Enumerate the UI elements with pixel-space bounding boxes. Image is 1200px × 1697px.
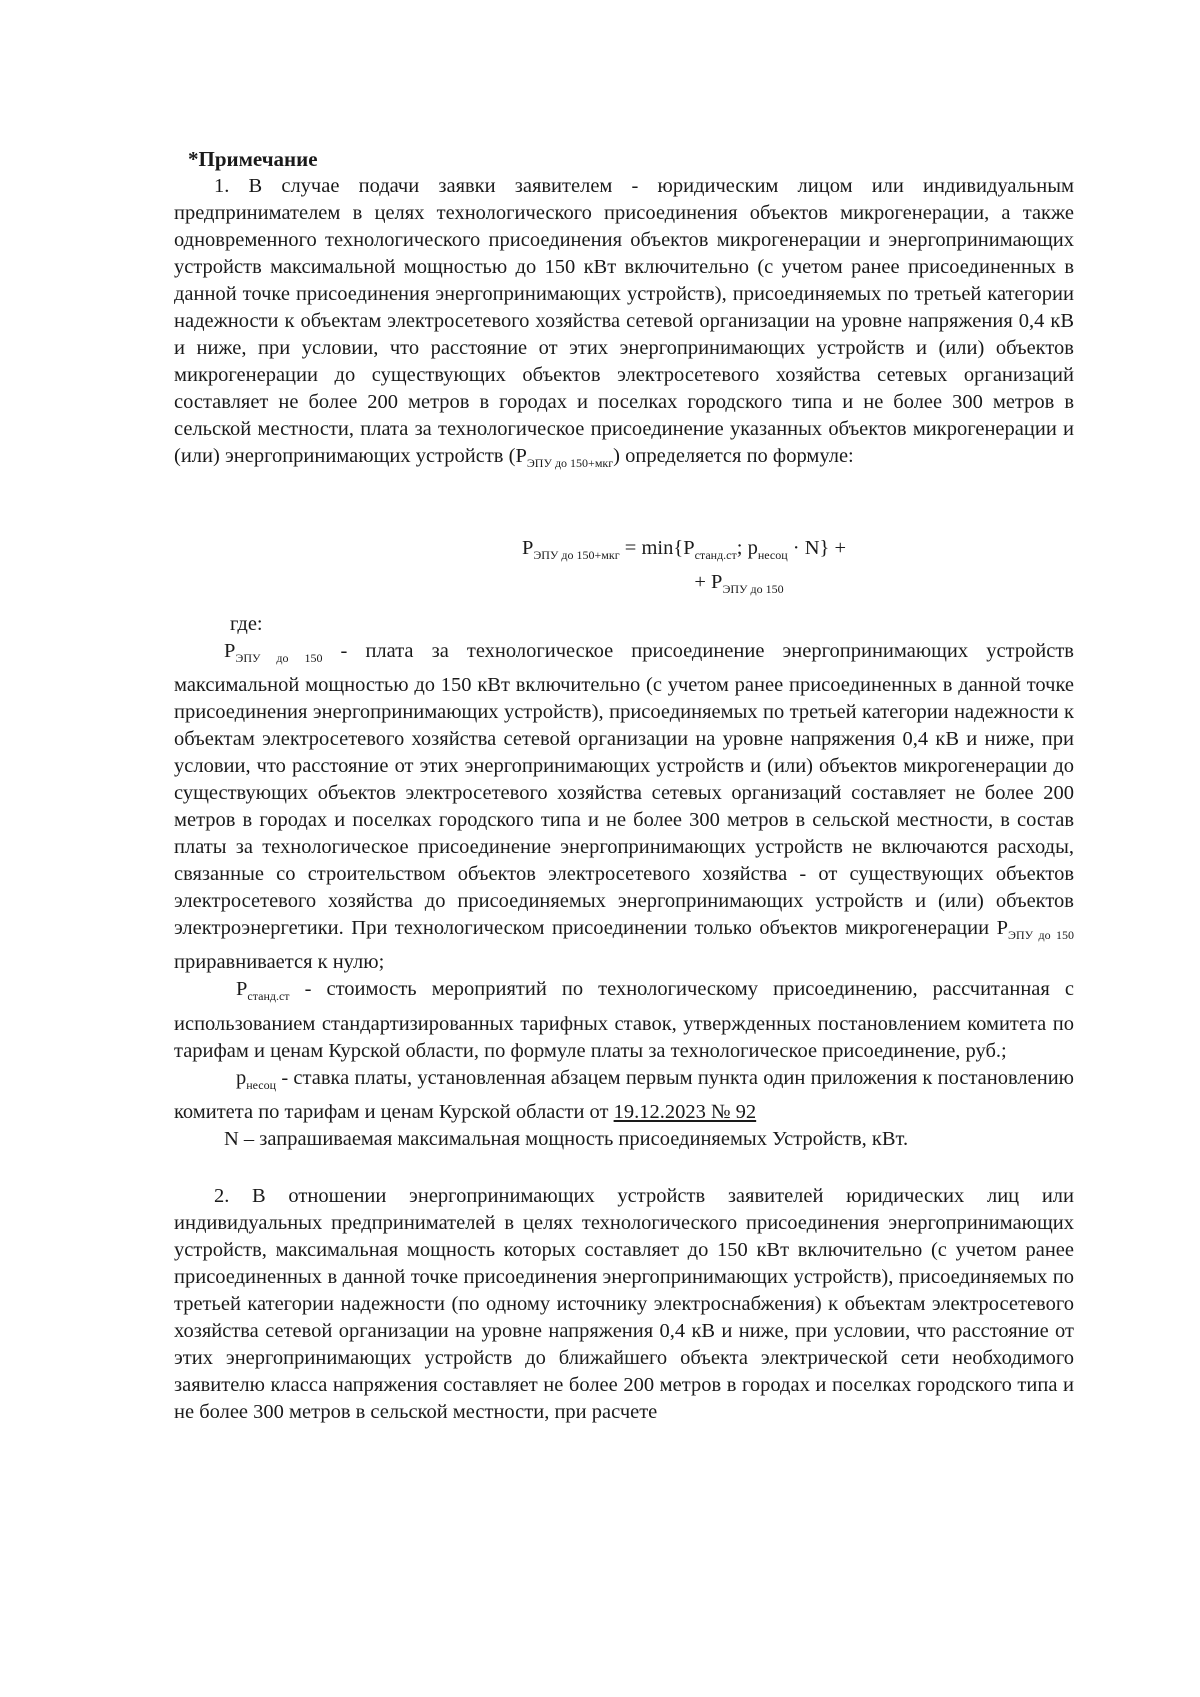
p1-symbol-subscript: ЭПУ до 150+мкг [526, 456, 614, 471]
formula-p-subscript: станд.ст [694, 548, 737, 563]
where-label: где: [230, 613, 263, 636]
def1-subscript: ЭПУ до 150 [235, 651, 323, 666]
formula-r-subscript: несоц [757, 548, 788, 563]
formula-lhs-symbol: Р [521, 537, 534, 560]
formula-line-2 [294, 569, 1074, 603]
formula-line2-subscript: ЭПУ до 150 [722, 582, 784, 597]
def3-symbol: р [236, 1066, 247, 1089]
def3-text: - ставка платы, установленная абзацем первым пункта один приложения к постановлению комитета по тарифам и ценам Курской области от [174, 1066, 1074, 1123]
paragraph-1-tail: ) определяется по формуле: [613, 445, 854, 467]
p1-symbol: Р [515, 445, 527, 467]
def2-symbol: Р [236, 978, 248, 1001]
formula-p-symbol: Р [683, 537, 695, 560]
def1-tail: приравнивается к нулю; [174, 951, 385, 974]
formula-separator: ; р [736, 537, 758, 560]
definition-standard-cost [174, 976, 1074, 1064]
paragraph-1-text: 1. В случае подачи заявки заявителем - юридическим лицом или индивидуальным предпринимателем в целях технологического присоединения объектов микрогенерации, а также одновременного технологического присоединения объектов микрогенерации и энергопринимающих устройств максимальной мощностью до 150 кВт включительно (с учетом ранее присоединенных в данной точке присоединения энергопринимающих устройств), присоединяемых по третьей категории надежности к объектам электросетевого хозяйства сетевой организации на уровне напряжения 0,4 кВ и ниже, при условии, что расстояние от этих энергопринимающих устройств и (или) объектов микрогенерации до существующих объектов электросетевого хозяйства сетевых организаций составляет не более 200 метров в городах и поселках городского типа и не более 300 метров в сельской местности, плата за технологическое присоединение указанных объектов микрогенерации и (или) энергопринимающих устройств ( [174, 175, 1074, 467]
def2-text: - стоимость мероприятий по технологическому присоединению, рассчитанная с использованием стандартизированных тарифных ставок, утвержденных постановлением комитета по тарифам и ценам Курской области, по формуле платы за технологическое присоединение, руб.; [174, 978, 1074, 1062]
note-heading: *Примечание [188, 147, 318, 171]
def1-symbol-2: Р [996, 917, 1009, 940]
definition-rate [174, 1065, 1074, 1126]
paragraph-2: 2. В отношении энергопринимающих устройств заявителей юридических лиц или индивидуальных предпринимателей в целях технологического присоединения энергопринимающих устройств, максимальная мощность которых составляет до 150 кВт включительно (с учетом ранее присоединенных в данной точке присоединения энергопринимающих устройств), присоединяемых по третьей категории надежности (по одному источнику электроснабжения) к объектам электросетевого хозяйства сетевой организации на уровне напряжения 0,4 кВ и ниже, при условии, что расстояние от этих энергопринимающих устройств до ближайшего объекта электрической сети необходимого заявителю класса напряжения составляет не более 200 метров в городах и поселках городского типа и не более 300 метров в сельской местности, при расчете [174, 1184, 1074, 1423]
spacer [174, 1153, 1074, 1183]
def1-text: - плата за технологическое присоединение энергопринимающих устройств максимальной мощностью до 150 кВт включительно (с учетом ранее присоединенных в данной точке присоединения энергопринимающих устройств), присоединяемых по третьей категории надежности к объектам электросетевого хозяйства сетевой организации на уровне напряжения 0,4 кВ и ниже, при условии, что расстояние от этих энергопринимающих устройств и (или) объектов микрогенерации до существующих объектов электросетевого хозяйства сетевых организаций составляет не более 200 метров в городах и поселках городского типа и не более 300 метров в сельской местности, в состав платы за технологическое присоединение энергопринимающих устройств не включаются расходы, связанные со строительством объектов электросетевого хозяйства - от существующих объектов электросетевого хозяйства до присоединяемых энергопринимающих устройств и (или) объектов электроэнергетики. При технологическом присоединении только объектов микрогенерации [174, 640, 1074, 940]
formula-line2-pre: + Р [694, 571, 723, 594]
def1-symbol: Р [224, 640, 236, 663]
formula-lhs-subscript: ЭПУ до 150+мкг [533, 548, 620, 563]
definition-epu [174, 638, 1074, 976]
def1-subscript-2: ЭПУ до 150 [1008, 928, 1074, 943]
paragraph-1 [174, 173, 1074, 477]
formula-line-1 [294, 535, 1074, 569]
document-body [174, 146, 1074, 1426]
def2-subscript: станд.ст [247, 989, 290, 1004]
resolution-link[interactable]: 19.12.2023 № 92 [613, 1100, 757, 1123]
definition-power: N – запрашиваемая максимальная мощность присоединяемых Устройств, кВт. [224, 1127, 909, 1150]
def3-subscript: несоц [246, 1077, 277, 1092]
formula-end: · N} + [787, 537, 847, 560]
formula [174, 535, 1074, 603]
formula-min: = min{ [619, 537, 684, 560]
